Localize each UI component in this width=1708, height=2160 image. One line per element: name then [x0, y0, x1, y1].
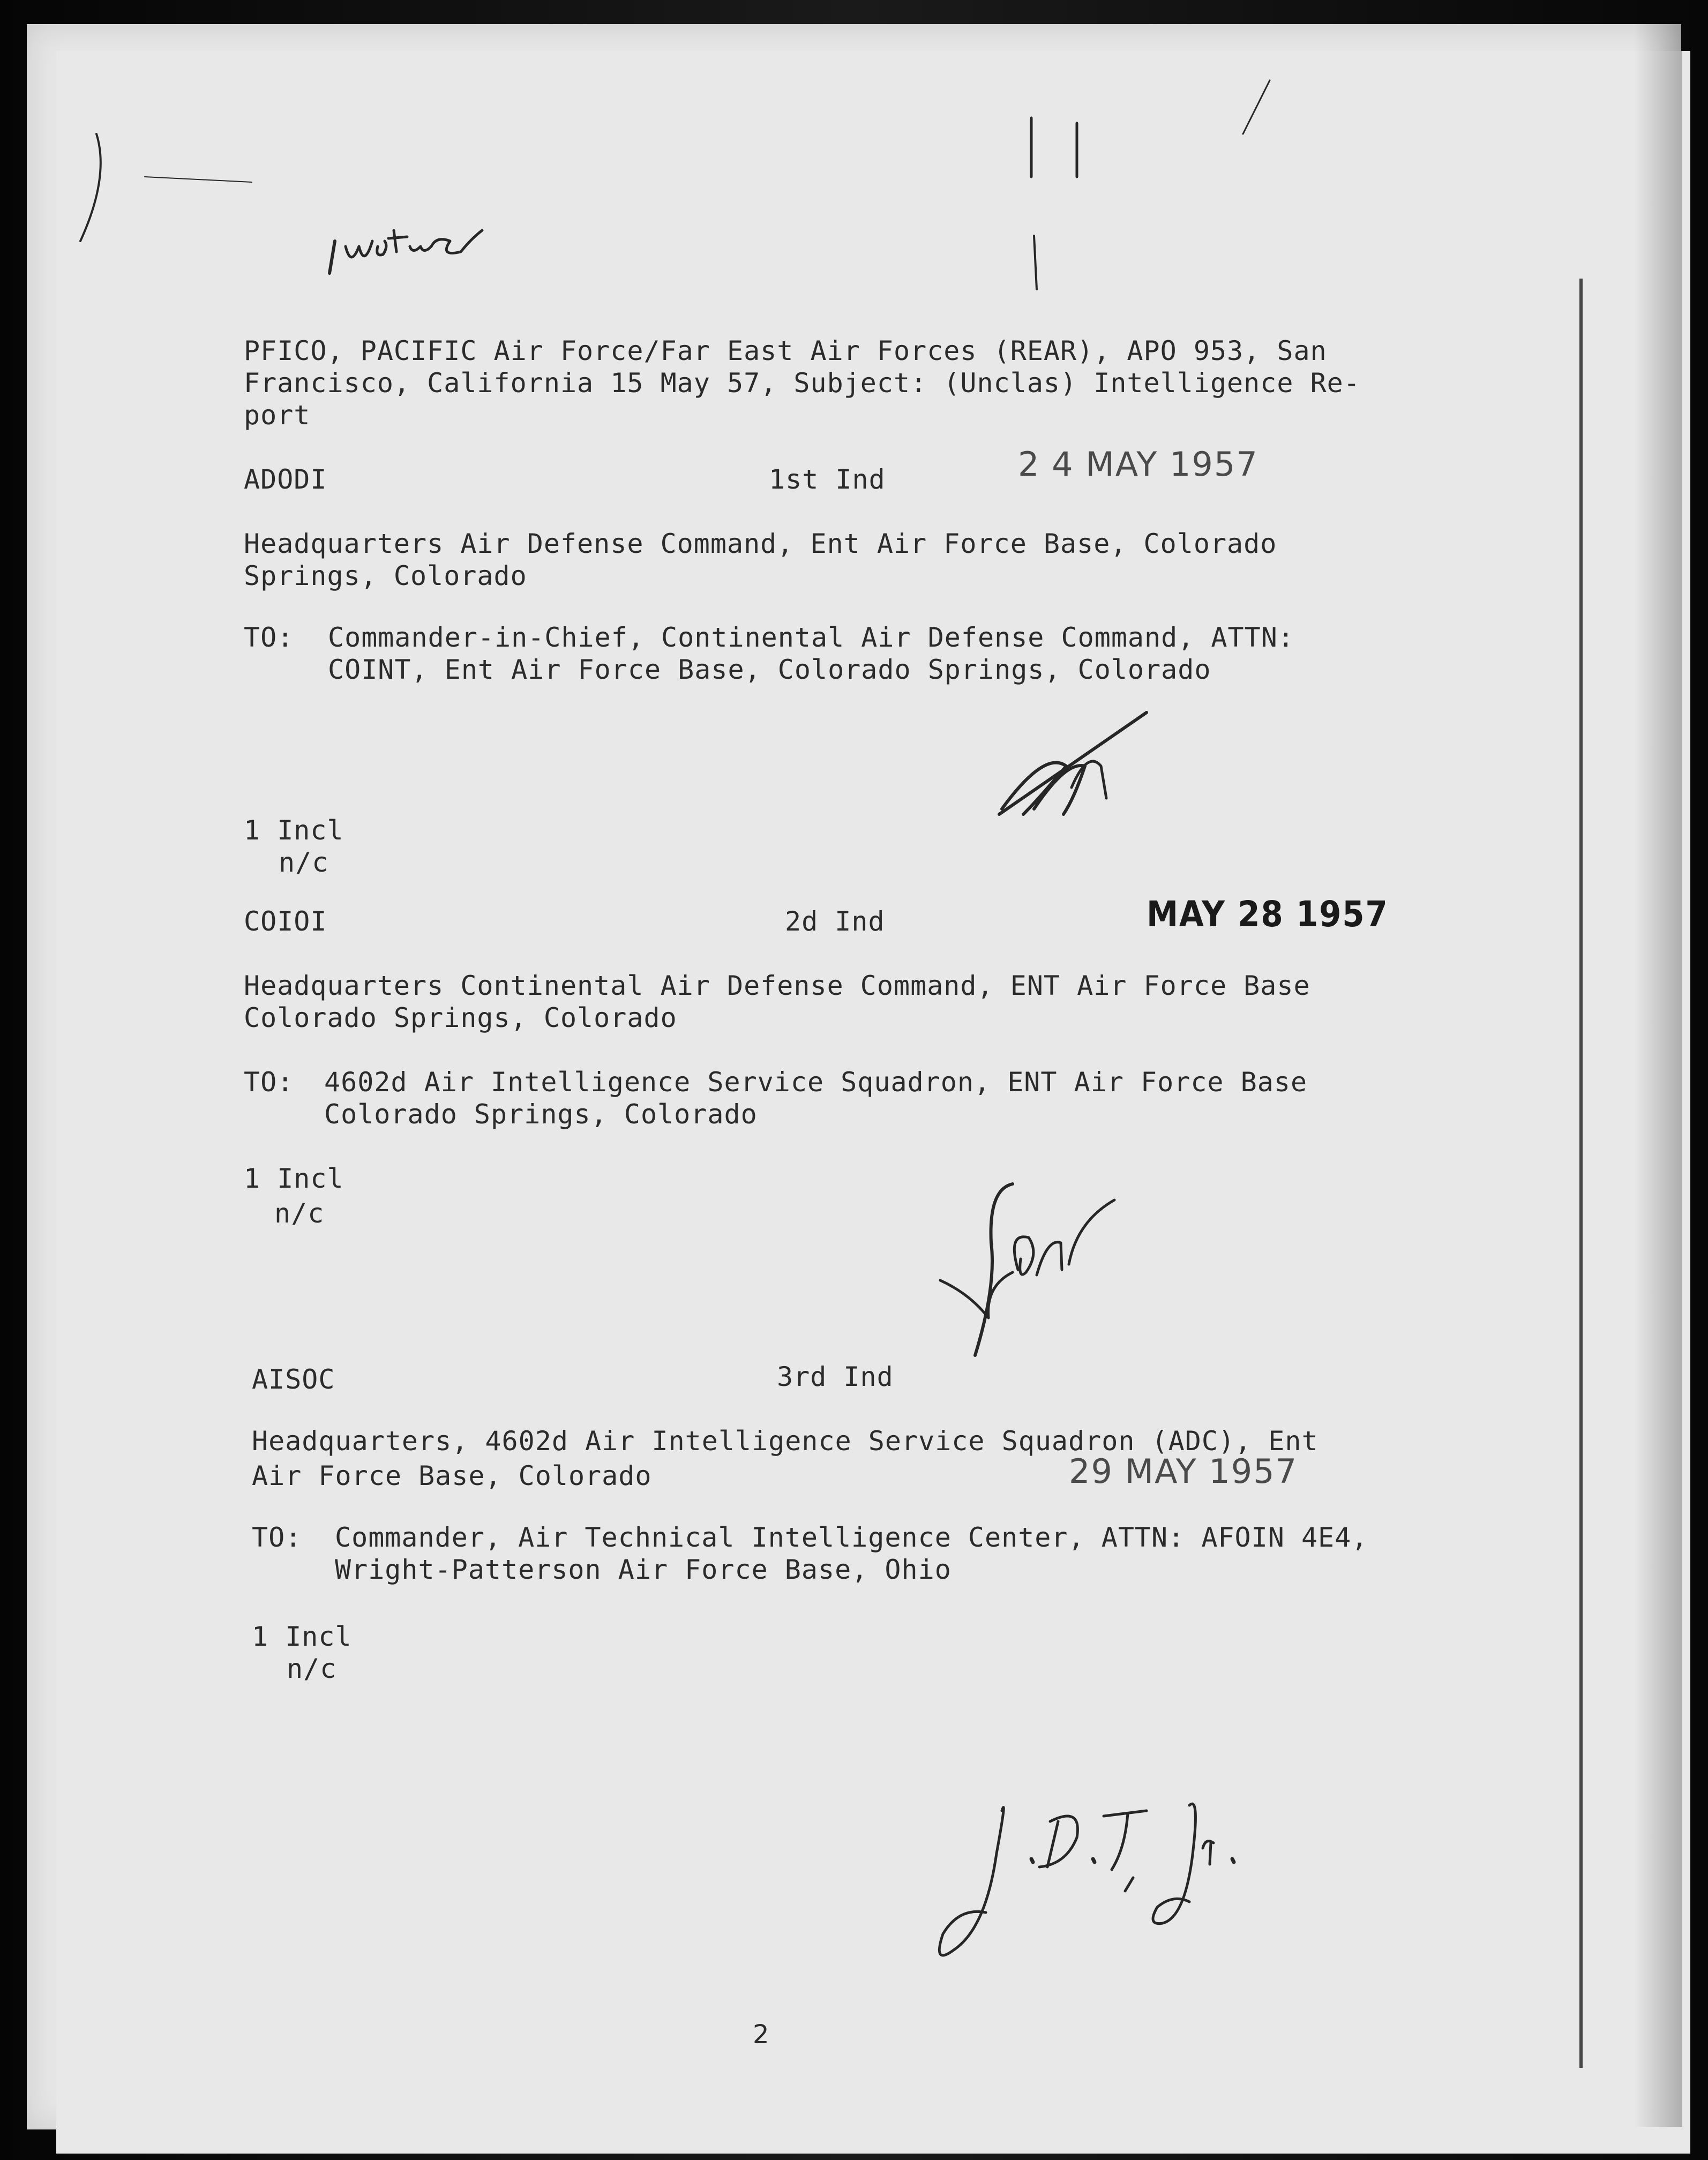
- from-line-2: Colorado Springs, Colorado: [244, 1002, 677, 1033]
- inclosure-note: n/c: [279, 847, 329, 878]
- date-stamp: MAY 28 1957: [1147, 894, 1389, 935]
- inclosure-note: n/c: [274, 1198, 325, 1229]
- to-line-1: 4602d Air Intelligence Service Squadron, ENT Air Force Base: [324, 1067, 1308, 1098]
- reference-line-3: port: [244, 400, 311, 431]
- indorsement-number: 2d Ind: [785, 906, 885, 937]
- from-line-1: Headquarters, 4602d Air Intelligence Service Squadron (ADC), Ent: [252, 1426, 1319, 1457]
- inclosure-count: 1 Incl: [244, 815, 344, 846]
- to-line-2: Colorado Springs, Colorado: [324, 1099, 758, 1130]
- signature-initials-1: [991, 707, 1163, 830]
- to-line-2: COINT, Ent Air Force Base, Colorado Springs, Colorado: [328, 654, 1211, 685]
- office-symbol: ADODI: [244, 464, 327, 495]
- page-fold-line: [1579, 279, 1583, 2068]
- from-line-2: Springs, Colorado: [244, 560, 527, 591]
- handwritten-annotation-witness: [321, 188, 493, 295]
- page-number: 2: [753, 2020, 769, 2050]
- from-line-2: Air Force Base, Colorado: [252, 1460, 652, 1491]
- inclosure-count: 1 Incl: [244, 1163, 344, 1194]
- stray-pen-marks: [0, 0, 1708, 375]
- to-label: TO:: [252, 1522, 302, 1553]
- to-line-2: Wright-Patterson Air Force Base, Ohio: [335, 1554, 952, 1585]
- to-line-1: Commander-in-Chief, Continental Air Defense Command, ATTN:: [328, 622, 1294, 653]
- signature-initials-2: [938, 1179, 1130, 1361]
- to-label: TO:: [244, 1067, 294, 1098]
- date-stamp: 2 4 MAY 1957: [1018, 445, 1258, 484]
- reference-line-1: PFICO, PACIFIC Air Force/Far East Air Forces (REAR), APO 953, San: [244, 335, 1327, 366]
- office-symbol: COIOI: [244, 906, 327, 937]
- from-line-1: Headquarters Continental Air Defense Command, ENT Air Force Base: [244, 970, 1310, 1001]
- indorsement-number: 1st Ind: [769, 464, 886, 495]
- to-label: TO:: [244, 622, 294, 653]
- inclosure-count: 1 Incl: [252, 1621, 352, 1652]
- indorsement-number: 3rd Ind: [777, 1361, 894, 1392]
- from-line-1: Headquarters Air Defense Command, Ent Air Force Base, Colorado: [244, 528, 1277, 559]
- office-symbol: AISOC: [252, 1364, 335, 1395]
- signature-jdt-jr: [922, 1789, 1264, 1971]
- reference-line-2: Francisco, California 15 May 57, Subject: (Unclas) Intelligence Re-: [244, 368, 1360, 399]
- date-stamp: 29 MAY 1957: [1069, 1452, 1298, 1491]
- inclosure-note: n/c: [287, 1653, 337, 1684]
- to-line-1: Commander, Air Technical Intelligence Center, ATTN: AFOIN 4E4,: [335, 1522, 1368, 1553]
